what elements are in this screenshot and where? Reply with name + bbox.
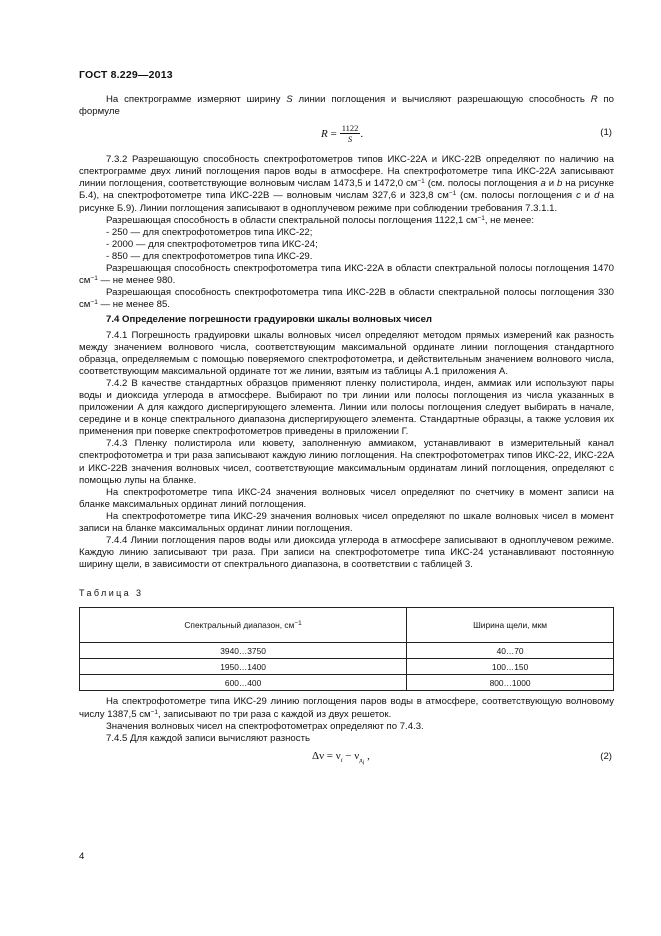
- formula-fraction: $\frac{1122}{S}$: [341, 123, 359, 145]
- list-item: - 2000 — для спектрофотометров типа ИКС-24;: [106, 238, 318, 250]
- resolution-22b: Разрешающая способность спектрофотометра типа ИКС-22В в области спектральной полосы поглощения 330 $см^{-1}$ — не менее 85.: [79, 287, 614, 311]
- table-cell: 3940…3750: [80, 643, 407, 659]
- table-row: [80, 659, 614, 675]
- list-item: - 250 — для спектрофотометров типа ИКС-22;: [106, 226, 313, 238]
- table-3: [79, 607, 614, 691]
- section-heading-7-4: 7.4 Определение погрешности градуировки шкалы волновых чисел: [106, 314, 433, 326]
- formula-1: R = $\frac{1122}{S}$ . (1): [321, 123, 612, 145]
- paragraph-7-4-2: 7.4.2 В качестве стандартных образцов применяют пленку полистирола, инден, аммиак или используют пары воды и диоксида углерода в атмосфере. Выбирают по три линии или полосы поглощения из числа указанных в приложении А для каждого диспергирующего элемента. Линии или полосы поглощения следует выбирать в начале, середине и в конце спектрального диапазона диспергирующего элемента. Стандартные образцы, а также условия их применения при поверке спектрофотометров приведены в приложении Г.: [79, 377, 614, 438]
- paragraph-7-3-2: 7.3.2 Разрешающую способность спектрофотометров типов ИКС-22А и ИКС-22В определяют по наличию на спектрограмме двух линий поглощения паров воды в атмосфере. На спектрофотометре типа ИКС-22А записывают линии поглощения, соответствующие волновым числам 1473,5 и 1472,0 $см^{-1}$ (см. полосы поглощения a и b на рисунке Б.4), на спектрофотометре типа ИКС-22В — волновым числам 327,6 и 323,8 $см^{-1}$ (см. полосы поглощения c и d на рисунке Б.9). Линии поглощения записывают в одноплучевом режиме при соблюдении требования 7.3.1.1.: [79, 154, 615, 214]
- formula-number: (1): [600, 127, 612, 139]
- table-header-slit: Ширина щели, мкм: [407, 608, 614, 643]
- paragraph-iks29: На спектрофотометре типа ИКС-29 значения волновых чисел определяют по шкале волновых чисел в момент записи на бланке максимальных ординат линии поглощения.: [79, 510, 614, 534]
- paragraph-7-4-4: 7.4.4 Линии поглощения паров воды или диоксида углерода в атмосфере записывают в одноплучевом режиме. Каждую линию записывают три раза. При записи на спектрофотометре типа ИКС-24 устанавливают постоянную ширину щели, в зависимости от спектрального диапазона, в соответствии с таблицей 3.: [79, 535, 614, 571]
- table-cell: 1950…1400: [80, 659, 407, 675]
- page-number: 4: [79, 851, 85, 862]
- intro-paragraph: На спектрограмме измеряют ширину S линии поглощения и вычисляют разрешающую способность R по формуле: [79, 94, 614, 118]
- table-cell: 800…1000: [407, 675, 614, 691]
- formula-2: $\Delta\nu = \nu_i - \nu_{д_i}$ , (2): [312, 749, 612, 767]
- paragraph-7-4-3: 7.4.3 Пленку полистирола или кювету, заполненную аммиаком, устанавливают в измерительный канал спектрофотометра и три раза записывают каждую линию поглощения. На спектрофотометрах типов ИКС-22, ИКС-22А и ИКС-22В значения волновых чисел, соответствующие максимальным ординатам линий поглощения, определяют с помощью лупы на бланке.: [79, 438, 614, 486]
- paragraph-iks24: На спектрофотометре типа ИКС-24 значения волновых чисел определяют по счетчику в момент записи на бланке максимальных ординат линий поглощения.: [79, 486, 614, 510]
- table-cell: 40…70: [407, 643, 614, 659]
- page-content: [79, 94, 614, 769]
- resolution-intro: Разрешающая способность в области спектральной полосы поглощения 1122,1 $см^{-1}$, не менее:: [106, 214, 535, 226]
- page-header: ГОСТ 8.229—2013: [79, 69, 173, 81]
- formula-number: (2): [600, 750, 612, 762]
- paragraph-iks29-water: На спектрофотометре типа ИКС-29 линию поглощения паров воды в атмосфере, соответствующую волновому числу 1387,5 $см^{-1}$, записывают по три раза с каждой из двух решеток.: [79, 696, 614, 720]
- table-header-range: Спектральный диапазон, $см^{-1}$: [80, 608, 407, 643]
- table-cell: 600…400: [80, 675, 407, 691]
- table-caption: Таблица 3: [79, 588, 144, 599]
- paragraph-wavenumbers: Значения волновых чисел на спектрофотометрах определяют по 7.4.3.: [106, 720, 424, 732]
- table-cell: 100…150: [407, 659, 614, 675]
- list-item: - 850 — для спектрофотометров типа ИКС-29.: [106, 250, 313, 262]
- resolution-22a: Разрешающая способность спектрофотометра типа ИКС-22А в области спектральной полосы поглощения 1470 $см^{-1}$ — не менее 980.: [79, 263, 614, 287]
- paragraph-7-4-5: 7.4.5 Для каждой записи вычисляют разность: [106, 732, 310, 744]
- paragraph-7-4-1: 7.4.1 Погрешность градуировки шкалы волновых чисел определяют методом прямых измерений как разность между значением волнового числа, соответствующим максимальной ординате линии поглощения стандартного образца, определяемым с помощью поверяемого спектрофотометра, и действительным значением волнового числа, соответствующим максимальной ординате тот же линии, взятым из таблицы А.1 приложения А.: [79, 329, 614, 377]
- table-row: [80, 643, 614, 659]
- table-row: [80, 675, 614, 691]
